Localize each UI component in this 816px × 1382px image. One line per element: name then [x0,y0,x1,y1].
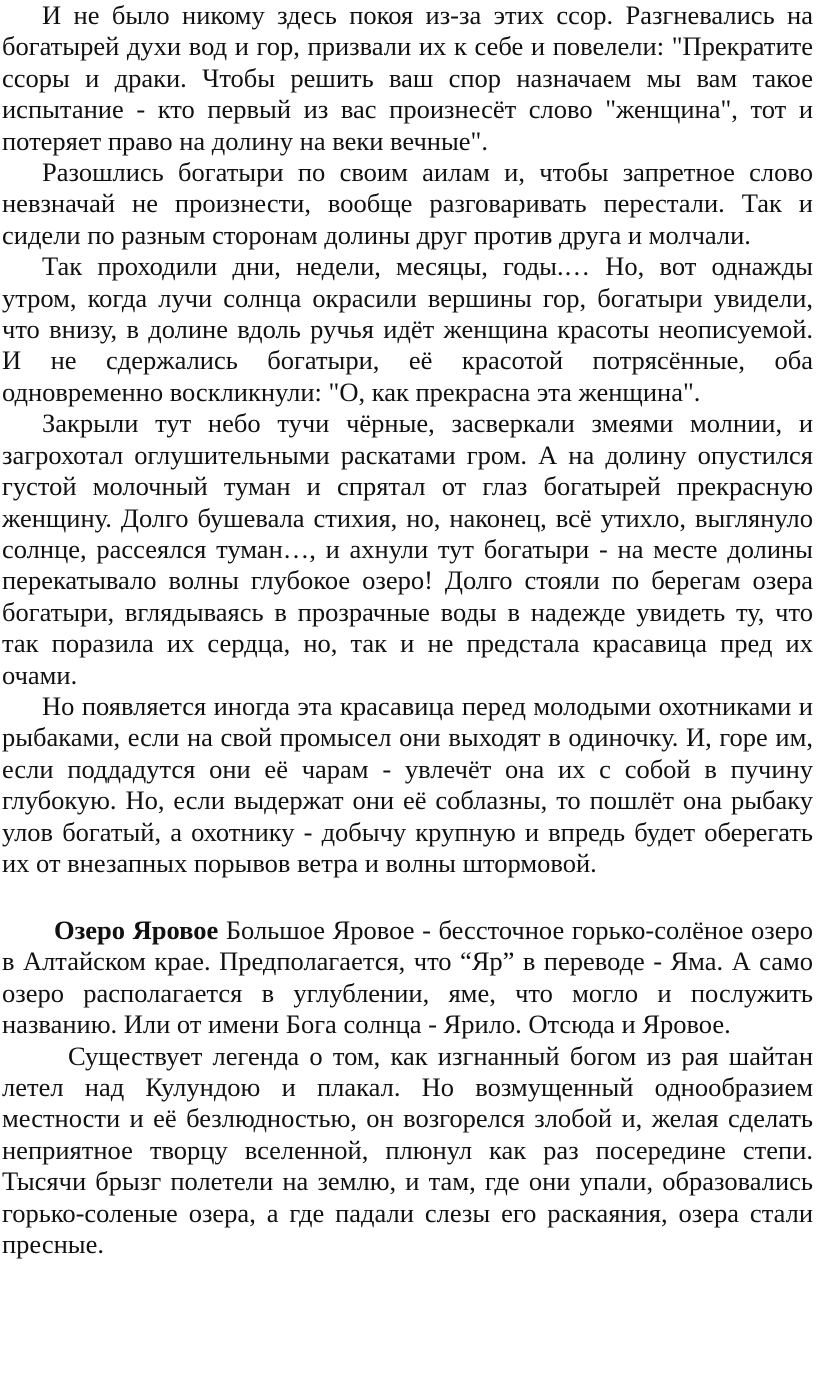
lake-intro-text: Большое Яровое - бессточное горько-солёное озеро в Алтайском крае. Предполагается, что “Яр” в переводе - Яма. А само озеро располагается в углублении, яме, что могло и послужить названию. Или от имени Бога солнца - Ярило. Отсюда и Яровое. [2,915,813,1040]
story-paragraph-3: Так проходили дни, недели, месяцы, годы.… Но, вот однажды утром, когда лучи солнца окрасили вершины гор, богатыри увидели, что внизу, в долине вдоль ручья идёт женщина красоты неописуемой. И не сдержались богатыри, её красотой потрясённые, оба одновременно воскликнули: "О, как прекрасна эта женщина". [2,251,813,407]
lake-intro-paragraph [2,915,813,1041]
lake-section [2,915,813,1260]
lake-legend-paragraph: Существует легенда о том, как изгнанный богом из рая шайтан летел над Кулундою и плакал. Но возмущенный однообразием местности и её безлюдностью, он возгорелся злобой и, желая сделать неприятное творцу вселенной, плюнул как раз посередине степи. Тысячи брызг полетели на землю, и там, где они упали, образовались горько-соленые озера, а где падали слезы его раскаяния, озера стали пресные. [2,1040,813,1260]
story-paragraph-4: Закрыли тут небо тучи чёрные, засверкали змеями молнии, и загрохотал оглушительными раскатами гром. А на долину опустился густой молочный туман и спрятал от глаз богатырей прекрасную женщину. Долго бушевала стихия, но, наконец, всё утихло, выглянуло солнце, рассеялся туман…, и ахнули тут богатыри - на месте долины перекатывало волны глубокое озеро! Долго стояли по берегам озера богатыри, вглядываясь в прозрачные воды в надежде увидеть ту, что так поразила их сердца, но, так и не предстала красавица пред их очами. [2,408,813,690]
lake-section-title: Озеро Яровое [54,915,219,945]
story-text-block [2,0,813,879]
story-paragraph-5: Но появляется иногда эта красавица перед молодыми охотниками и рыбаками, если на свой промысел они выходят в одиночку. И, горе им, если поддадутся они её чарам - увлечёт она их с собой в пучину глубокую. Но, если выдержат они её соблазны, то пошлёт она рыбаку улов богатый, а охотнику - добычу крупную и впредь будет оберегать их от внезапных порывов ветра и волны штормовой. [2,690,813,878]
story-paragraph-1: И не было никому здесь покоя из-за этих ссор. Разгневались на богатырей духи вод и гор, призвали их к себе и повелели: "Прекратите ссоры и драки. Чтобы решить ваш спор назначаем мы вам такое испытание - кто первый из вас произнесёт слово "женщина", тот и потеряет право на долину на веки вечные". [2,0,813,156]
story-paragraph-2: Разошлись богатыри по своим аилам и, чтобы запретное слово невзначай не произнести, вообще разговаривать перестали. Так и сидели по разным сторонам долины друг против друга и молчали. [2,157,813,250]
